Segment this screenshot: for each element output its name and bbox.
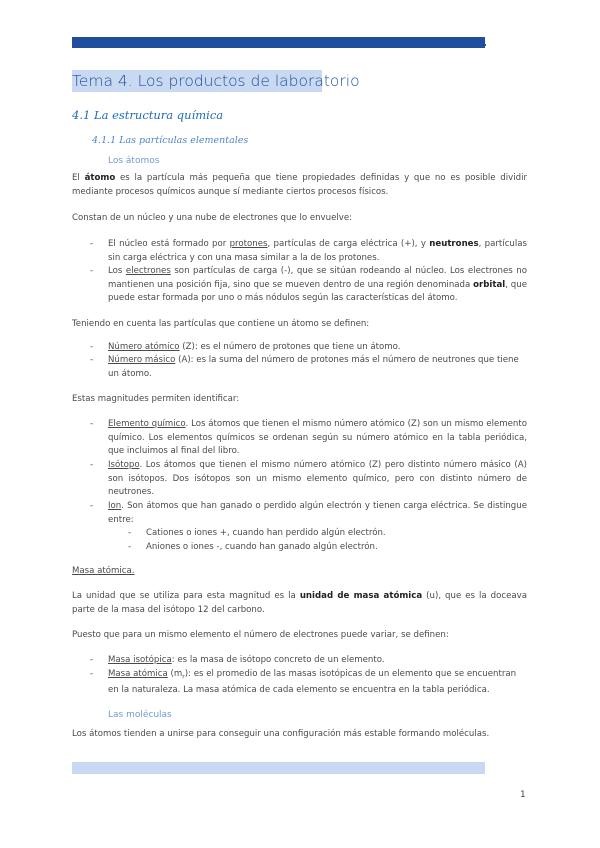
list-item: - El núcleo está formado por protones, partículas de carga eléctrica (+), y neutrones, partículas sin carga eléctrica y con una masa similar a la de los protones. <box>90 239 527 263</box>
paragraph-constan: Constan de un núcleo y una nube de electrones que lo envuelve: <box>72 213 353 223</box>
section-heading: 4.1 La estructura química <box>72 108 224 122</box>
heading-masa-atomica: Masa atómica. <box>72 566 135 576</box>
list-item: - Número atómico (Z): es el número de protones que tiene un átomo. <box>90 342 401 352</box>
heading-atomos: Los átomos <box>108 156 160 166</box>
list-item: - Número másico (A): es la suma del número de protones más el número de neutrones que tiene un átomo. <box>90 355 519 379</box>
paragraph-atomo-definition: El átomo es la partícula más pequeña que tiene propiedades definidas y que no es posible dividir mediante procesos químicos aunque sí mediante ciertos procesos físicos. <box>72 173 527 197</box>
paragraph-puesto: Puesto que para un mismo elemento el número de electrones puede variar, se definen: <box>72 630 449 640</box>
paragraph-moleculas: Los átomos tienden a unirse para conseguir una configuración más estable formando moléculas. <box>72 729 490 739</box>
subsection-heading: 4.1.1 Las partículas elementales <box>92 135 249 146</box>
list-item: - Isótopo. Los átomos que tienen el mismo número atómico (Z) pero distinto número másico (A) son isótopos. Dos isótopos son un mismo elemento químico, pero con distinto número de neutrones. <box>90 460 527 497</box>
header-bar <box>72 37 485 48</box>
page-number: 1 <box>520 790 526 800</box>
paragraph-unidad: La unidad que se utiliza para esta magnitud es la unidad de masa atómica (u), que es la doceava parte de la masa del isótopo 12 del carbono. <box>72 591 528 615</box>
list-item: - Masa isotópica: es la masa de isótopo concreto de un elemento. <box>90 655 385 665</box>
paragraph-magnitudes: Estas magnitudes permiten identificar: <box>72 394 240 404</box>
heading-moleculas: Las moléculas <box>108 710 172 720</box>
footer-bar <box>72 762 485 774</box>
list-item: - Los electrones son partículas de carga (-), que se sitúan rodeando al núcleo. Los electrones no mantienen una posición fija, sino que se mueven dentro de una región denominada orbital, que puede estar formada por uno o más nódulos según las características del átomo. <box>90 266 528 303</box>
sublist-item: - Cationes o iones +, cuando han perdido algún electrón. <box>128 528 386 538</box>
list-item: - Masa atómica $(m_r)$: es el promedio de las masas isotópicas de un elemento que se encuentran en la naturaleza. La masa atómica de cada elemento se encuentra en la tabla periódica. <box>90 669 517 696</box>
header-dot <box>484 44 486 46</box>
paragraph-teniendo: Teniendo en cuenta las partículas que contiene un átomo se definen: <box>72 319 370 329</box>
sublist-item: - Aniones o iones -, cuando han ganado algún electrón. <box>128 542 378 552</box>
chapter-title: Tema 4. Los productos de laboratorio <box>72 72 360 90</box>
list-item: - Elemento químico. Los átomos que tienen el mismo número atómico (Z) son un mismo elemento químico. Los elementos químicos se ordenan según su número atómico en la tabla periódica, que incluimos al final del libro. <box>90 419 528 456</box>
list-item: - Ion. Son átomos que han ganado o perdido algún electrón y tienen carga eléctrica. Se distingue entre: <box>90 501 527 525</box>
